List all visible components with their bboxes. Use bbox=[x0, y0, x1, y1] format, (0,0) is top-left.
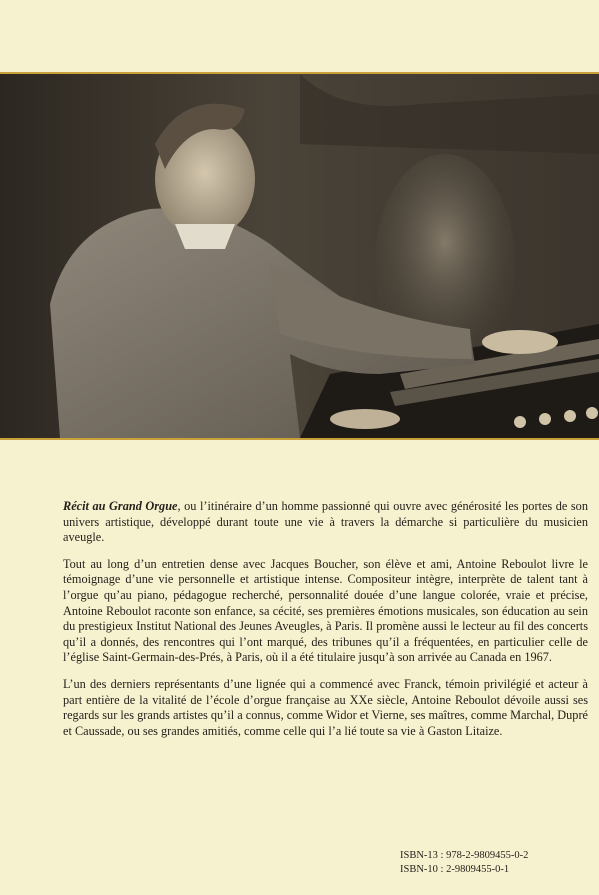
cover-photo-organist bbox=[0, 74, 599, 438]
isbn-block bbox=[400, 849, 590, 877]
isbn-13: ISBN-13 : 978-2-9809455-0-2 bbox=[400, 850, 529, 861]
organist-photo-illustration bbox=[0, 74, 599, 438]
intro-paragraph bbox=[63, 499, 588, 546]
book-title: Récit au Grand Orgue bbox=[63, 499, 178, 513]
paragraph-2: L’un des derniers représentants d’une lignée qui a commencé avec Franck, témoin privilégié et acteur à part entière de la vitalité de l’école d’orgue française au XXe siècle, Antoine Reboulot dévoile aussi ses regards sur les grands artistes qu’il a connus, comme Widor et Vierne, ses maîtres, comme Marchal, Dupré et Caussade, ou ses grandes amitiés, comme celle qui l’a lié toute sa vie à Gaston Litaize. bbox=[63, 676, 588, 738]
isbn-10: ISBN-10 : 2-9809455-0-1 bbox=[400, 864, 510, 875]
paragraph-1: Tout au long d’un entretien dense avec Jacques Boucher, son élève et ami, Antoine Reboulot livre le témoignage d’une vie personnelle et artistique intense. Compositeur intègre, interprète de talent tant à l’orgue qu’au piano, pédagogue recherché, personnalité douée d’une langue colorée, vraie et précise, Antoine Reboulot raconte son enfance, sa cécité, ses premières émotions musicales, son éducation au sein du prestigieux Institut National des Jeunes Aveugles, à Paris. Il promène aussi le lecteur au fil des concerts qu’il a donnés, des rencontres qui l’ont marqué, des tribunes qu’il a fréquentées, en particulier celle de l’église Saint-Germain-des-Prés, à Paris, où il a été titulaire jusqu’à son arrivée au Canada en 1967. bbox=[63, 556, 588, 665]
intro-text: , ou l’itinéraire d’un homme passionné qui ouvre avec générosité les portes de son univers artistique, développé durant toute une vie à travers la démarche si particulière du musicien aveugle. bbox=[63, 499, 588, 545]
back-cover-text bbox=[63, 499, 588, 750]
bottom-gold-rule bbox=[0, 438, 599, 440]
